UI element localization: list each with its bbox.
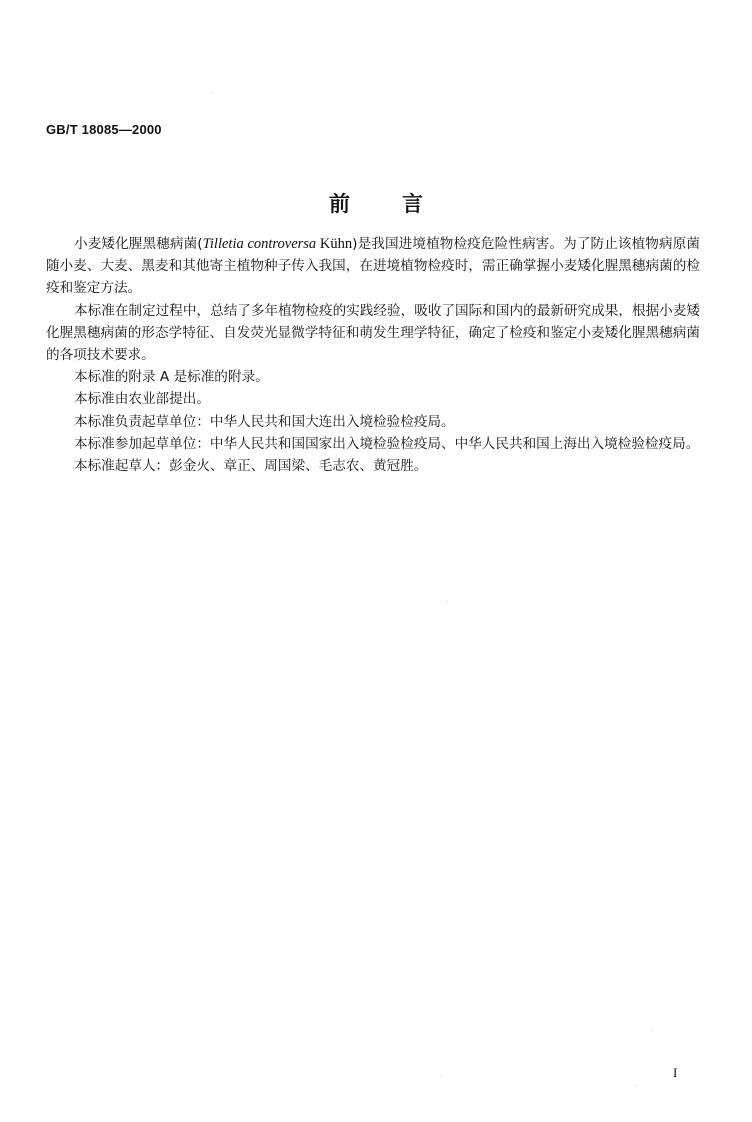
paragraph-scope-lead: 小麦矮化腥黑穗病菌(: [74, 236, 203, 252]
foreword-body: [46, 233, 700, 477]
paragraph-appendix: 本标准的附录 A 是标准的附录。: [74, 369, 269, 386]
paragraph-drafting-unit: 本标准负责起草单位：中华人民共和国大连出入境检验检疫局。: [74, 413, 455, 430]
paragraph-scope-rest: )是我国进境植物检疫危险性病害。为了防止该植物病原菌随小麦、大麦、黑麦和其他寄主植物种子传入我国，在进境植物检疫时，需正确掌握小麦矮化腥黑穗病菌的检疫和鉴定方法。: [46, 236, 700, 297]
scan-speck: [652, 1030, 653, 1031]
species-name: [203, 236, 353, 252]
paragraph-drafters: 本标准起草人：彭金火、章正、周国梁、毛志农、黄冠胜。: [74, 458, 428, 475]
paragraph-proposer: 本标准由农业部提出。: [74, 391, 210, 408]
paragraph-participating-units: 本标准参加起草单位：中华人民共和国国家出入境检验检疫局、中华人民共和国上海出入境检验检疫局。: [74, 435, 700, 452]
scan-speck: [441, 1076, 442, 1077]
species-latin: Tilletia controversa: [202, 236, 317, 252]
standard-code: GB/T 18085—2000: [46, 122, 162, 137]
scan-speck: [212, 92, 213, 93]
page-title: 前言: [329, 192, 475, 216]
paragraph-basis: 本标准在制定过程中，总结了多年植物检疫的实践经验，吸收了国际和国内的最新研究成果，根据小麦矮化腥黑穗病菌的形态学特征、自发荧光显微学特征和萌发生理学特征，确定了检疫和鉴定小麦矮化腥黑穗病菌的各项技术要求。: [46, 302, 700, 364]
species-author: Kühn: [316, 236, 353, 252]
page-number: I: [673, 1065, 678, 1080]
scan-speck: [447, 601, 448, 602]
paragraph-scope: [46, 233, 700, 300]
scan-speck: [636, 1085, 637, 1086]
